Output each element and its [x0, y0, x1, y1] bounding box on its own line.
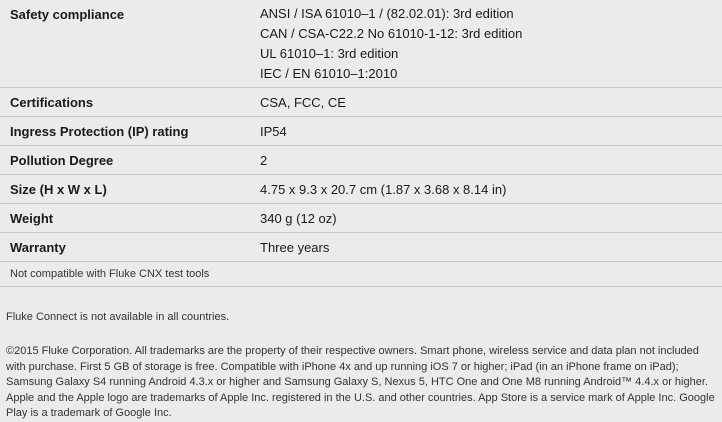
- spec-row-weight: [0, 204, 722, 233]
- spec-label: Size (H x W x L): [10, 182, 107, 197]
- spec-row-pollution-degree: [0, 146, 722, 175]
- spec-row-warranty: [0, 233, 722, 262]
- legal-disclaimer: ©2015 Fluke Corporation. All trademarks are the property of their respective owners. Smart phone, wireless service and data plan not included with purchase. First 5 GB of storage is free. Compatible with iPhone 4x and up running iOS 7 or higher; iPad (in an iPhone frame on iPad); Samsung Galaxy S4 running Android 4.3.x or higher and Samsung Galaxy S, Nexus 5, HTC One and One M8 running Android™ 4.4.x or higher. Apple and the Apple logo are trademarks of Apple Inc. registered in the U.S. and other countries. App Store is a service mark of Apple Inc. Google Play is a trademark of Google Inc.: [6, 345, 715, 420]
- spec-value: Three years: [260, 240, 330, 255]
- spec-value-list: [260, 4, 522, 84]
- spec-label: Certifications: [10, 95, 94, 110]
- spec-value: 2: [260, 153, 268, 168]
- spec-label: Weight: [10, 211, 54, 226]
- compatibility-note: Not compatible with Fluke CNX test tools: [10, 268, 210, 280]
- spec-value: CAN / CSA-C22.2 No 61010-1-12: 3rd edition: [260, 26, 523, 41]
- spec-label: Warranty: [10, 240, 66, 255]
- spec-label: Ingress Protection (IP) rating: [10, 124, 189, 139]
- spec-value: UL 61010–1: 3rd edition: [260, 46, 399, 61]
- spec-value: 4.75 x 9.3 x 20.7 cm (1.87 x 3.68 x 8.14 in): [260, 182, 507, 197]
- spec-row-certifications: [0, 88, 722, 117]
- spec-row-ip-rating: [0, 117, 722, 146]
- spec-value: CSA, FCC, CE: [260, 95, 346, 110]
- availability-note: Fluke Connect is not available in all countries.: [6, 311, 230, 323]
- spec-value: 340 g (12 oz): [260, 211, 337, 226]
- spec-label: Safety compliance: [10, 7, 125, 22]
- compatibility-note-row: [0, 262, 722, 287]
- spec-value: IP54: [260, 124, 287, 139]
- spec-value: IEC / EN 61010–1:2010: [260, 66, 398, 81]
- spec-value: ANSI / ISA 61010–1 / (82.02.01): 3rd edition: [260, 6, 514, 21]
- spec-label: Pollution Degree: [10, 153, 114, 168]
- spec-row-safety-compliance: [0, 0, 722, 88]
- spec-row-size: [0, 175, 722, 204]
